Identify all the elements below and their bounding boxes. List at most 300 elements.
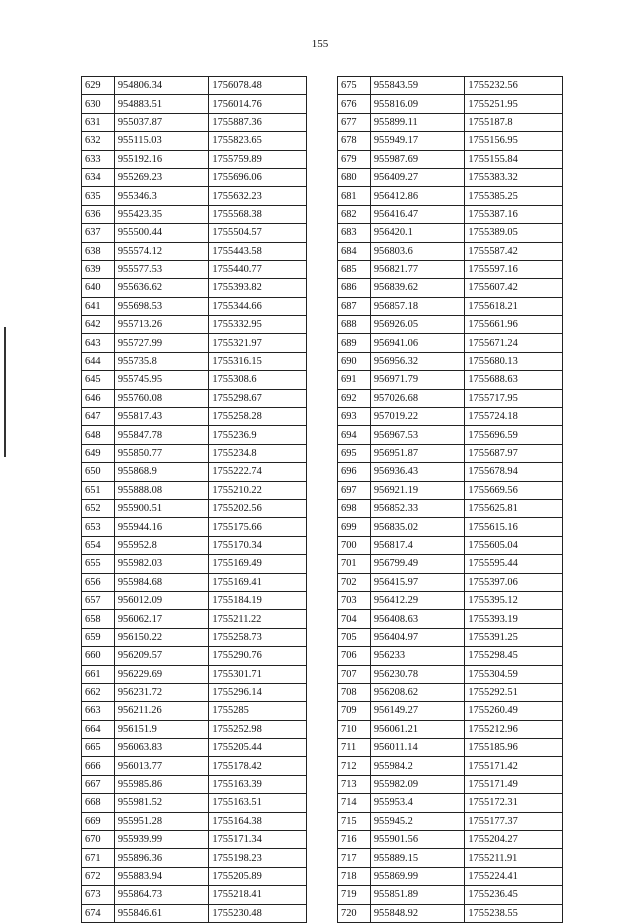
point-number-cell: 691 xyxy=(338,371,371,389)
point-number-cell: 631 xyxy=(82,113,115,131)
point-number-cell: 629 xyxy=(82,77,115,95)
x-coordinate-cell: 956231.72 xyxy=(114,683,209,701)
y-coordinate-cell: 1755184.19 xyxy=(209,591,307,609)
point-number-cell: 681 xyxy=(338,187,371,205)
x-coordinate-cell: 956151.9 xyxy=(114,720,209,738)
table-row xyxy=(82,555,307,573)
point-number-cell: 633 xyxy=(82,150,115,168)
table-row xyxy=(82,187,307,205)
y-coordinate-cell: 1755397.06 xyxy=(465,573,563,591)
point-number-cell: 653 xyxy=(82,518,115,536)
point-number-cell: 716 xyxy=(338,831,371,849)
y-coordinate-cell: 1755393.82 xyxy=(209,279,307,297)
y-coordinate-cell: 1755632.23 xyxy=(209,187,307,205)
x-coordinate-cell: 955851.89 xyxy=(370,886,465,904)
y-coordinate-cell: 1756014.76 xyxy=(209,95,307,113)
point-number-cell: 636 xyxy=(82,205,115,223)
y-coordinate-cell: 1755440.77 xyxy=(209,260,307,278)
point-number-cell: 647 xyxy=(82,408,115,426)
y-coordinate-cell: 1755296.14 xyxy=(209,683,307,701)
point-number-cell: 699 xyxy=(338,518,371,536)
point-number-cell: 677 xyxy=(338,113,371,131)
x-coordinate-cell: 956062.17 xyxy=(114,610,209,628)
table-row xyxy=(338,499,563,517)
table-row xyxy=(338,904,563,922)
y-coordinate-cell: 1755308.6 xyxy=(209,371,307,389)
point-number-cell: 667 xyxy=(82,775,115,793)
y-coordinate-cell: 1755443.58 xyxy=(209,242,307,260)
y-coordinate-cell: 1755688.63 xyxy=(465,371,563,389)
x-coordinate-cell: 955939.99 xyxy=(114,831,209,849)
table-row xyxy=(338,132,563,150)
y-coordinate-cell: 1755385.25 xyxy=(465,187,563,205)
x-coordinate-cell: 955848.92 xyxy=(370,904,465,922)
margin-binding-mark xyxy=(4,327,6,457)
point-number-cell: 695 xyxy=(338,444,371,462)
point-number-cell: 639 xyxy=(82,260,115,278)
table-row xyxy=(82,591,307,609)
table-row xyxy=(338,647,563,665)
point-number-cell: 687 xyxy=(338,297,371,315)
point-number-cell: 669 xyxy=(82,812,115,830)
x-coordinate-cell: 955817.43 xyxy=(114,408,209,426)
x-coordinate-cell: 955500.44 xyxy=(114,224,209,242)
coordinates-table-right xyxy=(337,76,563,923)
table-row xyxy=(82,904,307,922)
y-coordinate-cell: 1755178.42 xyxy=(209,757,307,775)
x-coordinate-cell: 955944.16 xyxy=(114,518,209,536)
y-coordinate-cell: 1755387.16 xyxy=(465,205,563,223)
y-coordinate-cell: 1755236.45 xyxy=(465,886,563,904)
y-coordinate-cell: 1755332.95 xyxy=(209,316,307,334)
table-row xyxy=(82,279,307,297)
table-row xyxy=(338,150,563,168)
x-coordinate-cell: 955346.3 xyxy=(114,187,209,205)
y-coordinate-cell: 1755285 xyxy=(209,702,307,720)
y-coordinate-cell: 1755170.34 xyxy=(209,536,307,554)
x-coordinate-cell: 956408.63 xyxy=(370,610,465,628)
table-row xyxy=(338,610,563,628)
x-coordinate-cell: 956012.09 xyxy=(114,591,209,609)
x-coordinate-cell: 955864.73 xyxy=(114,886,209,904)
y-coordinate-cell: 1755344.66 xyxy=(209,297,307,315)
y-coordinate-cell: 1755251.95 xyxy=(465,95,563,113)
point-number-cell: 718 xyxy=(338,867,371,885)
x-coordinate-cell: 956208.62 xyxy=(370,683,465,701)
table-row xyxy=(82,794,307,812)
table-row xyxy=(82,831,307,849)
table-row xyxy=(82,224,307,242)
x-coordinate-cell: 956803.6 xyxy=(370,242,465,260)
x-coordinate-cell: 956821.77 xyxy=(370,260,465,278)
coordinates-table-left xyxy=(81,76,307,923)
x-coordinate-cell: 955949.17 xyxy=(370,132,465,150)
y-coordinate-cell: 1755595.44 xyxy=(465,555,563,573)
x-coordinate-cell: 955982.03 xyxy=(114,555,209,573)
point-number-cell: 698 xyxy=(338,499,371,517)
x-coordinate-cell: 955735.8 xyxy=(114,352,209,370)
table-row xyxy=(82,536,307,554)
x-coordinate-cell: 955982.09 xyxy=(370,775,465,793)
x-coordinate-cell: 956013.77 xyxy=(114,757,209,775)
point-number-cell: 710 xyxy=(338,720,371,738)
table-row xyxy=(338,297,563,315)
table-row xyxy=(338,702,563,720)
y-coordinate-cell: 1755383.32 xyxy=(465,168,563,186)
x-coordinate-cell: 955698.53 xyxy=(114,297,209,315)
table-row xyxy=(82,628,307,646)
point-number-cell: 661 xyxy=(82,665,115,683)
table-row xyxy=(82,739,307,757)
x-coordinate-cell: 955850.77 xyxy=(114,444,209,462)
y-coordinate-cell: 1755393.19 xyxy=(465,610,563,628)
x-coordinate-cell: 956971.79 xyxy=(370,371,465,389)
table-row xyxy=(338,463,563,481)
y-coordinate-cell: 1755298.67 xyxy=(209,389,307,407)
y-coordinate-cell: 1755232.56 xyxy=(465,77,563,95)
table-row xyxy=(338,426,563,444)
x-coordinate-cell: 956956.32 xyxy=(370,352,465,370)
x-coordinate-cell: 956951.87 xyxy=(370,444,465,462)
point-number-cell: 673 xyxy=(82,886,115,904)
table-row xyxy=(338,886,563,904)
y-coordinate-cell: 1755258.73 xyxy=(209,628,307,646)
table-row xyxy=(338,775,563,793)
table-row xyxy=(338,242,563,260)
table-row xyxy=(338,444,563,462)
y-coordinate-cell: 1755212.96 xyxy=(465,720,563,738)
point-number-cell: 713 xyxy=(338,775,371,793)
table-row xyxy=(82,352,307,370)
table-row xyxy=(82,150,307,168)
y-coordinate-cell: 1755504.57 xyxy=(209,224,307,242)
point-number-cell: 714 xyxy=(338,794,371,812)
x-coordinate-cell: 956230.78 xyxy=(370,665,465,683)
x-coordinate-cell: 955847.78 xyxy=(114,426,209,444)
point-number-cell: 703 xyxy=(338,591,371,609)
table-row xyxy=(338,794,563,812)
point-number-cell: 682 xyxy=(338,205,371,223)
x-coordinate-cell: 955896.36 xyxy=(114,849,209,867)
x-coordinate-cell: 956857.18 xyxy=(370,297,465,315)
table-row xyxy=(82,297,307,315)
y-coordinate-cell: 1755172.31 xyxy=(465,794,563,812)
table-row xyxy=(338,279,563,297)
y-coordinate-cell: 1755759.89 xyxy=(209,150,307,168)
point-number-cell: 657 xyxy=(82,591,115,609)
x-coordinate-cell: 955952.8 xyxy=(114,536,209,554)
y-coordinate-cell: 1755171.42 xyxy=(465,757,563,775)
table-row xyxy=(82,757,307,775)
point-number-cell: 678 xyxy=(338,132,371,150)
x-coordinate-cell: 955745.95 xyxy=(114,371,209,389)
y-coordinate-cell: 1755210.22 xyxy=(209,481,307,499)
point-number-cell: 651 xyxy=(82,481,115,499)
table-row xyxy=(82,113,307,131)
point-number-cell: 648 xyxy=(82,426,115,444)
point-number-cell: 680 xyxy=(338,168,371,186)
point-number-cell: 662 xyxy=(82,683,115,701)
point-number-cell: 702 xyxy=(338,573,371,591)
point-number-cell: 642 xyxy=(82,316,115,334)
point-number-cell: 658 xyxy=(82,610,115,628)
table-row xyxy=(338,95,563,113)
x-coordinate-cell: 956211.26 xyxy=(114,702,209,720)
point-number-cell: 638 xyxy=(82,242,115,260)
y-coordinate-cell: 1755202.56 xyxy=(209,499,307,517)
y-coordinate-cell: 1755185.96 xyxy=(465,739,563,757)
table-row xyxy=(82,205,307,223)
table-row xyxy=(338,316,563,334)
point-number-cell: 655 xyxy=(82,555,115,573)
table-row xyxy=(82,444,307,462)
y-coordinate-cell: 1755155.84 xyxy=(465,150,563,168)
y-coordinate-cell: 1755258.28 xyxy=(209,408,307,426)
table-row xyxy=(82,168,307,186)
table-row xyxy=(82,610,307,628)
table-row xyxy=(82,371,307,389)
x-coordinate-cell: 956412.29 xyxy=(370,591,465,609)
x-coordinate-cell: 955888.08 xyxy=(114,481,209,499)
x-coordinate-cell: 956817.4 xyxy=(370,536,465,554)
x-coordinate-cell: 955423.35 xyxy=(114,205,209,223)
point-number-cell: 719 xyxy=(338,886,371,904)
table-row xyxy=(82,720,307,738)
x-coordinate-cell: 956011.14 xyxy=(370,739,465,757)
point-number-cell: 640 xyxy=(82,279,115,297)
table-row xyxy=(82,132,307,150)
y-coordinate-cell: 1755171.49 xyxy=(465,775,563,793)
point-number-cell: 634 xyxy=(82,168,115,186)
y-coordinate-cell: 1755680.13 xyxy=(465,352,563,370)
y-coordinate-cell: 1755605.04 xyxy=(465,536,563,554)
x-coordinate-cell: 956835.02 xyxy=(370,518,465,536)
y-coordinate-cell: 1755669.56 xyxy=(465,481,563,499)
x-coordinate-cell: 955037.87 xyxy=(114,113,209,131)
point-number-cell: 685 xyxy=(338,260,371,278)
y-coordinate-cell: 1755696.59 xyxy=(465,426,563,444)
y-coordinate-cell: 1755887.36 xyxy=(209,113,307,131)
x-coordinate-cell: 955953.4 xyxy=(370,794,465,812)
x-coordinate-cell: 954883.51 xyxy=(114,95,209,113)
table-row xyxy=(338,352,563,370)
point-number-cell: 690 xyxy=(338,352,371,370)
x-coordinate-cell: 956799.49 xyxy=(370,555,465,573)
table-row xyxy=(338,665,563,683)
y-coordinate-cell: 1755211.22 xyxy=(209,610,307,628)
x-coordinate-cell: 955846.61 xyxy=(114,904,209,922)
table-row xyxy=(338,628,563,646)
point-number-cell: 679 xyxy=(338,150,371,168)
point-number-cell: 671 xyxy=(82,849,115,867)
y-coordinate-cell: 1755238.55 xyxy=(465,904,563,922)
x-coordinate-cell: 955951.28 xyxy=(114,812,209,830)
x-coordinate-cell: 955115.03 xyxy=(114,132,209,150)
x-coordinate-cell: 955636.62 xyxy=(114,279,209,297)
table-row xyxy=(82,77,307,95)
point-number-cell: 683 xyxy=(338,224,371,242)
x-coordinate-cell: 956412.86 xyxy=(370,187,465,205)
point-number-cell: 666 xyxy=(82,757,115,775)
x-coordinate-cell: 956926.05 xyxy=(370,316,465,334)
y-coordinate-cell: 1755156.95 xyxy=(465,132,563,150)
x-coordinate-cell: 956415.97 xyxy=(370,573,465,591)
point-number-cell: 637 xyxy=(82,224,115,242)
y-coordinate-cell: 1755724.18 xyxy=(465,408,563,426)
point-number-cell: 707 xyxy=(338,665,371,683)
x-coordinate-cell: 955984.68 xyxy=(114,573,209,591)
x-coordinate-cell: 956852.33 xyxy=(370,499,465,517)
y-coordinate-cell: 1755625.81 xyxy=(465,499,563,517)
y-coordinate-cell: 1755171.34 xyxy=(209,831,307,849)
point-number-cell: 708 xyxy=(338,683,371,701)
x-coordinate-cell: 955945.2 xyxy=(370,812,465,830)
table-row xyxy=(338,77,563,95)
table-row xyxy=(338,573,563,591)
y-coordinate-cell: 1755236.9 xyxy=(209,426,307,444)
x-coordinate-cell: 956936.43 xyxy=(370,463,465,481)
y-coordinate-cell: 1755187.8 xyxy=(465,113,563,131)
y-coordinate-cell: 1755391.25 xyxy=(465,628,563,646)
table-row xyxy=(338,371,563,389)
x-coordinate-cell: 955900.51 xyxy=(114,499,209,517)
table-row xyxy=(338,536,563,554)
table-row xyxy=(338,683,563,701)
point-number-cell: 709 xyxy=(338,702,371,720)
point-number-cell: 706 xyxy=(338,647,371,665)
table-row xyxy=(338,831,563,849)
x-coordinate-cell: 956150.22 xyxy=(114,628,209,646)
point-number-cell: 635 xyxy=(82,187,115,205)
y-coordinate-cell: 1755301.71 xyxy=(209,665,307,683)
point-number-cell: 630 xyxy=(82,95,115,113)
point-number-cell: 688 xyxy=(338,316,371,334)
point-number-cell: 701 xyxy=(338,555,371,573)
x-coordinate-cell: 955981.52 xyxy=(114,794,209,812)
table-row xyxy=(338,260,563,278)
point-number-cell: 694 xyxy=(338,426,371,444)
table-row xyxy=(338,757,563,775)
x-coordinate-cell: 956149.27 xyxy=(370,702,465,720)
y-coordinate-cell: 1755224.41 xyxy=(465,867,563,885)
table-row xyxy=(82,408,307,426)
table-row xyxy=(338,481,563,499)
x-coordinate-cell: 955713.26 xyxy=(114,316,209,334)
y-coordinate-cell: 1755568.38 xyxy=(209,205,307,223)
table-row xyxy=(82,481,307,499)
x-coordinate-cell: 955269.23 xyxy=(114,168,209,186)
x-coordinate-cell: 957026.68 xyxy=(370,389,465,407)
table-row xyxy=(82,518,307,536)
table-row xyxy=(338,168,563,186)
y-coordinate-cell: 1755292.51 xyxy=(465,683,563,701)
x-coordinate-cell: 955760.08 xyxy=(114,389,209,407)
x-coordinate-cell: 956416.47 xyxy=(370,205,465,223)
point-number-cell: 720 xyxy=(338,904,371,922)
x-coordinate-cell: 955883.94 xyxy=(114,867,209,885)
x-coordinate-cell: 955868.9 xyxy=(114,463,209,481)
x-coordinate-cell: 955984.2 xyxy=(370,757,465,775)
table-row xyxy=(82,334,307,352)
y-coordinate-cell: 1756078.48 xyxy=(209,77,307,95)
point-number-cell: 676 xyxy=(338,95,371,113)
table-row xyxy=(82,426,307,444)
x-coordinate-cell: 956409.27 xyxy=(370,168,465,186)
y-coordinate-cell: 1755163.51 xyxy=(209,794,307,812)
table-row xyxy=(338,720,563,738)
x-coordinate-cell: 955727.99 xyxy=(114,334,209,352)
point-number-cell: 665 xyxy=(82,739,115,757)
table-row xyxy=(82,812,307,830)
y-coordinate-cell: 1755164.38 xyxy=(209,812,307,830)
table-row xyxy=(338,224,563,242)
point-number-cell: 674 xyxy=(82,904,115,922)
x-coordinate-cell: 956233 xyxy=(370,647,465,665)
x-coordinate-cell: 956967.53 xyxy=(370,426,465,444)
table-row xyxy=(338,739,563,757)
x-coordinate-cell: 956061.21 xyxy=(370,720,465,738)
table-row xyxy=(338,113,563,131)
x-coordinate-cell: 954806.34 xyxy=(114,77,209,95)
point-number-cell: 670 xyxy=(82,831,115,849)
table-row xyxy=(82,389,307,407)
table-row xyxy=(338,187,563,205)
y-coordinate-cell: 1755717.95 xyxy=(465,389,563,407)
table-row xyxy=(82,95,307,113)
table-row xyxy=(82,665,307,683)
point-number-cell: 696 xyxy=(338,463,371,481)
page-number: 155 xyxy=(311,38,329,50)
table-row xyxy=(338,389,563,407)
y-coordinate-cell: 1755678.94 xyxy=(465,463,563,481)
table-row xyxy=(82,260,307,278)
point-number-cell: 649 xyxy=(82,444,115,462)
y-coordinate-cell: 1755607.42 xyxy=(465,279,563,297)
point-number-cell: 641 xyxy=(82,297,115,315)
table-row xyxy=(82,683,307,701)
point-number-cell: 645 xyxy=(82,371,115,389)
table-row xyxy=(82,849,307,867)
x-coordinate-cell: 956229.69 xyxy=(114,665,209,683)
point-number-cell: 692 xyxy=(338,389,371,407)
point-number-cell: 656 xyxy=(82,573,115,591)
point-number-cell: 705 xyxy=(338,628,371,646)
y-coordinate-cell: 1755587.42 xyxy=(465,242,563,260)
table-row xyxy=(338,408,563,426)
y-coordinate-cell: 1755671.24 xyxy=(465,334,563,352)
y-coordinate-cell: 1755169.41 xyxy=(209,573,307,591)
y-coordinate-cell: 1755687.97 xyxy=(465,444,563,462)
point-number-cell: 712 xyxy=(338,757,371,775)
x-coordinate-cell: 956404.97 xyxy=(370,628,465,646)
table-row xyxy=(338,849,563,867)
y-coordinate-cell: 1755198.23 xyxy=(209,849,307,867)
y-coordinate-cell: 1755175.66 xyxy=(209,518,307,536)
point-number-cell: 632 xyxy=(82,132,115,150)
point-number-cell: 704 xyxy=(338,610,371,628)
y-coordinate-cell: 1755618.21 xyxy=(465,297,563,315)
table-row xyxy=(82,886,307,904)
y-coordinate-cell: 1755823.65 xyxy=(209,132,307,150)
table-row xyxy=(338,205,563,223)
point-number-cell: 643 xyxy=(82,334,115,352)
y-coordinate-cell: 1755321.97 xyxy=(209,334,307,352)
x-coordinate-cell: 955577.53 xyxy=(114,260,209,278)
y-coordinate-cell: 1755163.39 xyxy=(209,775,307,793)
x-coordinate-cell: 955899.11 xyxy=(370,113,465,131)
y-coordinate-cell: 1755204.27 xyxy=(465,831,563,849)
table-row xyxy=(82,573,307,591)
